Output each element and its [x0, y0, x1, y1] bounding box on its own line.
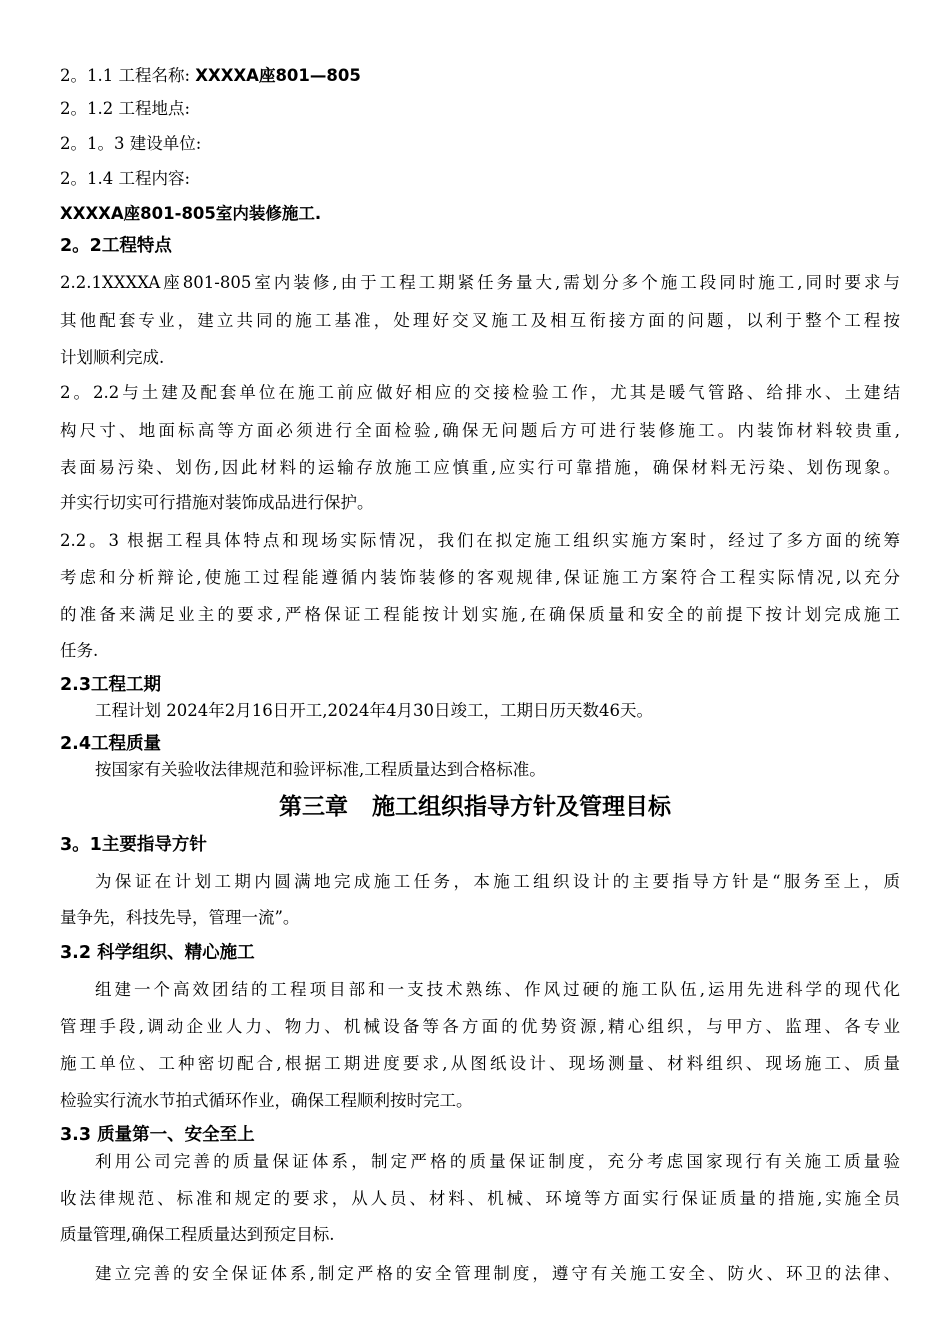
project-location-line: 2。1.2 工程地点: — [60, 99, 191, 118]
paragraph-line: 为保证在计划工期内圆满地完成施工任务，本施工组织设计的主要指导方针是“服务至上，质 — [95, 872, 900, 891]
project-name-value: XXXXA座801—805 — [195, 66, 361, 85]
paragraph-line: 2.2。3 根据工程具体特点和现场实际情况，我们在拟定施工组织实施方案时，经过了多方面的统筹 — [60, 531, 900, 550]
project-content-value: XXXXA座801-805室内装修施工. — [60, 204, 322, 223]
quality-text: 按国家有关验收法律规范和验评标准,工程质量达到合格标准。 — [95, 760, 546, 779]
section-heading-2-2: 2。2工程特点 — [60, 236, 172, 256]
paragraph-line: 检验实行流水节拍式循环作业，确保工程顺利按时完工。 — [60, 1091, 473, 1110]
paragraph-line: 其他配套专业，建立共同的施工基准，处理好交叉施工及相互衔接方面的问题，以利于整个工程按 — [60, 311, 900, 330]
paragraph-line: 任务. — [60, 641, 99, 660]
paragraph-line: 利用公司完善的质量保证体系，制定严格的质量保证制度，充分考虑国家现行有关施工质量验 — [95, 1152, 900, 1171]
schedule-text: 工程计划 2024年2月16日开工,2024年4月30日竣工，工期日历天数46天。 — [95, 701, 653, 720]
paragraph-line: 构尺寸、地面标高等方面必须进行全面检验,确保无问题后方可进行装修施工。内装饰材料较贵重, — [60, 421, 900, 440]
project-content-line: 2。1.4 工程内容: — [60, 169, 191, 188]
paragraph-line: 表面易污染、划伤,因此材料的运输存放施工应慎重,应实行可靠措施，确保材料无污染、划伤现象。 — [60, 458, 900, 477]
paragraph-line: 建立完善的安全保证体系,制定严格的安全管理制度，遵守有关施工安全、防火、环卫的法律、 — [95, 1264, 900, 1283]
paragraph-line: 考虑和分析辩论,使施工过程能遵循内装饰装修的客观规律,保证施工方案符合工程实际情况,以充分 — [60, 568, 900, 587]
paragraph-line: 量争先，科技先导，管理一流”。 — [60, 908, 300, 927]
section-heading-3-1: 3。1主要指导方针 — [60, 835, 207, 855]
section-heading-2-3: 2.3工程工期 — [60, 675, 162, 695]
paragraph-line: 2.2.1XXXXA座801-805室内装修,由于工程工期紧任务量大,需划分多个施工段同时施工,同时要求与 — [60, 273, 900, 292]
paragraph-line: 管理手段,调动企业人力、物力、机械设备等各方面的优势资源,精心组织，与甲方、监理、各专业 — [60, 1017, 900, 1036]
construction-unit-line: 2。1。3 建设单位: — [60, 134, 202, 153]
paragraph-line: 收法律规范、标准和规定的要求，从人员、材料、机械、环境等方面实行保证质量的措施,实施全员 — [60, 1189, 900, 1208]
section-heading-3-3: 3.3 质量第一、安全至上 — [60, 1125, 255, 1145]
section-heading-2-4: 2.4工程质量 — [60, 734, 162, 754]
paragraph-line: 施工单位、工种密切配合,根据工期进度要求,从图纸设计、现场测量、材料组织、现场施工、质量 — [60, 1054, 900, 1073]
paragraph-line: 质量管理,确保工程质量达到预定目标. — [60, 1225, 335, 1244]
paragraph-line: 2。2.2与土建及配套单位在施工前应做好相应的交接检验工作，尤其是暖气管路、给排水、土建结 — [60, 383, 900, 402]
project-name-line — [60, 66, 361, 86]
paragraph-line: 的准备来满足业主的要求,严格保证工程能按计划实施,在确保质量和安全的前提下按计划完成施工 — [60, 605, 900, 624]
paragraph-line: 计划顺利完成. — [60, 348, 165, 367]
chapter-title: 第三章 施工组织指导方针及管理目标 — [278, 794, 672, 820]
paragraph-line: 并实行切实可行措施对装饰成品进行保护。 — [60, 493, 374, 512]
section-heading-3-2: 3.2 科学组织、精心施工 — [60, 943, 255, 963]
project-name-label: 2。1.1 工程名称: — [60, 66, 196, 85]
paragraph-line: 组建一个高效团结的工程项目部和一支技术熟练、作风过硬的施工队伍,运用先进科学的现代化 — [95, 980, 900, 999]
